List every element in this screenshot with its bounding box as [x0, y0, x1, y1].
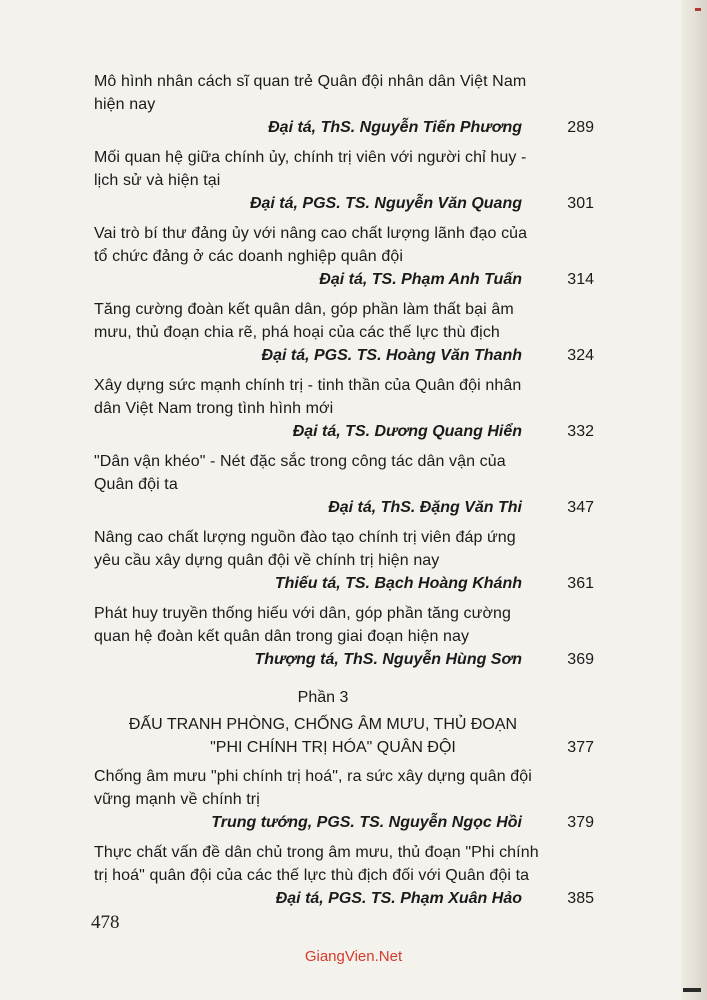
entry-author-line — [94, 572, 594, 596]
entry-author: Đại tá, TS. Phạm Anh Tuấn — [319, 271, 522, 288]
entry-title — [94, 602, 564, 648]
entry-title-line: mưu, thủ đoạn chia rẽ, phá hoại của các thế lực thù địch — [94, 324, 500, 341]
entry-title-line: trị hoá" quân đội của các thế lực thù địch đối với Quân đội ta — [94, 867, 530, 884]
entry-author: Đại tá, PGS. TS. Phạm Xuân Hảo — [275, 890, 522, 907]
entry-author-line — [94, 648, 594, 672]
entry-title-line: Xây dựng sức mạnh chính trị - tinh thần của Quân đội nhân — [94, 377, 522, 394]
entry-author: Thiếu tá, TS. Bạch Hoàng Khánh — [274, 575, 522, 592]
entry-title-line: "Dân vận khéo" - Nét đặc sắc trong công tác dân vận của — [94, 453, 506, 470]
entry-page-number: 289 — [567, 119, 594, 136]
part-label: Phần 3 — [297, 689, 349, 706]
entry-page-number: 385 — [567, 890, 594, 907]
entry-title-line: hiện nay — [94, 96, 156, 113]
entry-page-number: 369 — [567, 651, 594, 668]
entry-author: Đại tá, ThS. Đặng Văn Thi — [328, 499, 522, 516]
entry-title — [94, 146, 564, 192]
toc-entry — [94, 222, 594, 292]
entry-title-line: Chống âm mưu "phi chính trị hoá", ra sức xây dựng quân đội — [94, 768, 532, 785]
entry-title-line: dân Việt Nam trong tình hình mới — [94, 400, 334, 417]
entry-author-line — [94, 344, 594, 368]
toc-entry — [94, 602, 594, 672]
entry-title-line: lịch sử và hiện tại — [94, 172, 221, 189]
entry-author: Đại tá, PGS. TS. Nguyễn Văn Quang — [249, 195, 522, 212]
entry-page-number: 301 — [567, 195, 594, 212]
entry-title-line: Mối quan hệ giữa chính ủy, chính trị viên với người chỉ huy - — [94, 149, 527, 166]
entry-author-line — [94, 887, 594, 911]
page-edge — [681, 0, 707, 1000]
entry-title-line: Nâng cao chất lượng nguồn đào tạo chính trị viên đáp ứng — [94, 529, 516, 546]
entry-author: Đại tá, ThS. Nguyễn Tiến Phương — [268, 119, 522, 136]
entry-author: Đại tá, PGS. TS. Hoàng Văn Thanh — [261, 347, 522, 364]
part-title-line: ĐẤU TRANH PHÒNG, CHỐNG ÂM MƯU, THỦ ĐOẠN — [128, 716, 518, 733]
entry-author: Đại tá, TS. Dương Quang Hiển — [292, 423, 522, 440]
entry-author-line — [94, 268, 594, 292]
entry-title — [94, 450, 564, 496]
toc-entry — [94, 526, 594, 596]
entry-author: Trung tướng, PGS. TS. Nguyễn Ngọc Hồi — [211, 814, 522, 831]
page-number: 478 — [91, 912, 120, 933]
entry-author-line — [94, 192, 594, 216]
entry-page-number: 332 — [567, 423, 594, 440]
toc-entry — [94, 841, 594, 911]
entry-title-line: tổ chức đảng ở các doanh nghiệp quân đội — [94, 248, 403, 265]
part-heading — [94, 686, 594, 759]
entry-title-line: yêu cầu xây dựng quân đội về chính trị hiện nay — [94, 552, 440, 569]
edge-mark — [695, 8, 701, 11]
entry-page-number: 379 — [567, 814, 594, 831]
toc-entry — [94, 374, 594, 444]
toc-entry — [94, 70, 594, 140]
entry-page-number: 314 — [567, 271, 594, 288]
entry-title-line: Thực chất vấn đề dân chủ trong âm mưu, thủ đoạn "Phi chính — [94, 844, 539, 861]
entry-author: Thượng tá, ThS. Nguyễn Hùng Sơn — [254, 651, 522, 668]
toc-entry — [94, 450, 594, 520]
entry-title-line: Quân đội ta — [94, 476, 178, 493]
entry-title-line: Tăng cường đoàn kết quân dân, góp phần làm thất bại âm — [94, 301, 514, 318]
entry-author-line — [94, 496, 594, 520]
part-page-number: 377 — [567, 739, 594, 756]
entry-page-number: 324 — [567, 347, 594, 364]
toc-entry — [94, 146, 594, 216]
entry-author-line — [94, 811, 594, 835]
entry-title-line: Phát huy truyền thống hiếu với dân, góp phần tăng cường — [94, 605, 512, 622]
entry-author-line — [94, 116, 594, 140]
entry-page-number: 361 — [567, 575, 594, 592]
entry-title-line: quan hệ đoàn kết quân dân trong giai đoạn hiện nay — [94, 628, 470, 645]
entry-page-number: 347 — [567, 499, 594, 516]
entry-title-line: Mô hình nhân cách sĩ quan trẻ Quân đội nhân dân Việt Nam — [94, 73, 527, 90]
entry-title — [94, 222, 564, 268]
watermark: GiangVien.Net — [304, 948, 403, 965]
part-title-text: "PHI CHÍNH TRỊ HÓA" QUÂN ĐỘI — [210, 739, 456, 756]
toc-entry — [94, 765, 594, 835]
part-title-line — [94, 736, 594, 759]
toc-entry — [94, 298, 594, 368]
entry-author-line — [94, 420, 594, 444]
entry-title — [94, 526, 564, 572]
entry-title — [94, 765, 564, 811]
entry-title — [94, 841, 564, 887]
entry-title — [94, 298, 564, 344]
entry-title-line: vững mạnh về chính trị — [94, 791, 260, 808]
table-of-contents — [94, 70, 594, 917]
entry-title-line: Vai trò bí thư đảng ủy với nâng cao chất lượng lãnh đạo của — [94, 225, 528, 242]
edge-mark — [683, 988, 701, 992]
entry-title — [94, 70, 564, 116]
entry-title — [94, 374, 564, 420]
